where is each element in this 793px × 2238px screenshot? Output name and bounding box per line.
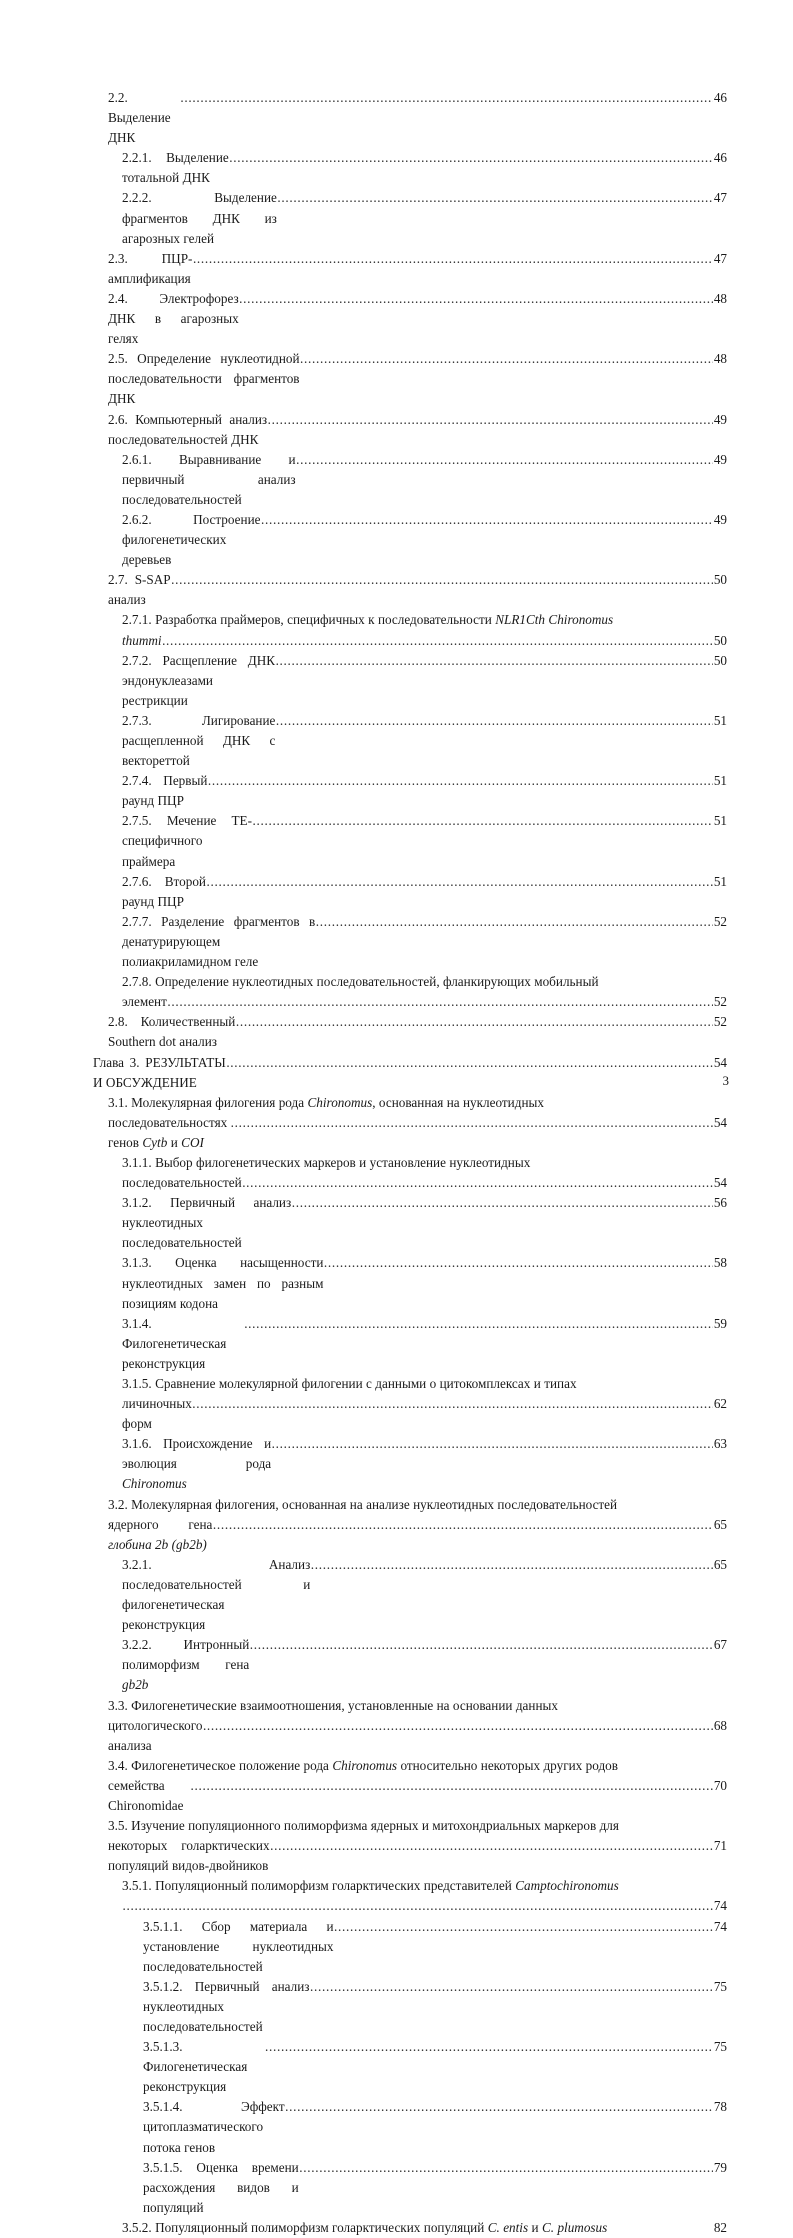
italic-term: Cytb: [142, 1134, 168, 1150]
toc-entry-title: 3.5.1.4. Эффект цитоплазматического потока генов: [143, 2099, 288, 2155]
toc-entry-title: 3.5.1.2. Первичный анализ нуклеотидных последовательностей: [143, 1978, 313, 2034]
toc-entry-title: 2.7. S-SAP анализ: [108, 572, 175, 608]
toc-entry[interactable]: [93, 1374, 727, 1434]
toc-entry[interactable]: [93, 1635, 727, 1695]
toc-entry[interactable]: [93, 972, 727, 1012]
dot-leader: [261, 510, 713, 530]
toc-entry-row: [143, 1977, 727, 2037]
toc-page-number: 54: [713, 1114, 727, 1130]
toc-entry-title: [122, 1173, 242, 1193]
toc-entry-row: [122, 1314, 727, 1374]
toc-page-number: 65: [713, 1556, 727, 1572]
toc-page-number: 79: [713, 2159, 727, 2175]
entry-text-run: 3.2. Молекулярная филогения, основанная на анализе нуклеотидных последовательностей: [108, 1496, 618, 1512]
toc-entry[interactable]: [93, 289, 727, 349]
toc-entry-line: [108, 1093, 727, 1113]
dot-leader: [316, 912, 714, 932]
dot-leader: [203, 1716, 713, 1736]
toc-page-number: 49: [713, 451, 727, 467]
entry-text-run: семейства Chironomidae: [108, 1777, 184, 1813]
dot-leader: [206, 872, 713, 892]
entry-text-run: 3.1. Молекулярная филогения рода: [108, 1094, 308, 1110]
toc-page-number: 51: [713, 873, 727, 889]
toc-entry[interactable]: [93, 2218, 727, 2238]
toc-entry-row: [108, 1716, 727, 1756]
entry-text-run: 3.3. Филогенетические взаимоотношения, установленные на основании данных: [108, 1697, 558, 1713]
toc-entry[interactable]: [93, 148, 727, 188]
entry-text-run: , основанная на нуклеотидных: [372, 1094, 544, 1110]
dot-leader: [239, 289, 713, 309]
toc-entry-row: [122, 1896, 727, 1916]
toc-entry[interactable]: [93, 1053, 727, 1093]
toc-entry-title: 2.7.3. Лигирование расщепленной ДНК с вектореттой: [122, 712, 279, 769]
toc-entry-title: 3.5.1.1. Сбор материала и установление нуклеотидных последовательностей: [143, 1918, 337, 1974]
toc-entry-row: [143, 1917, 727, 1977]
entry-text-run: 3.4. Филогенетическое положение рода: [108, 1757, 333, 1773]
toc-entry-line: [108, 1756, 727, 1776]
toc-entry-title: 2.6.1. Выравнивание и первичный анализ последовательностей: [122, 451, 300, 507]
toc-entry-row: [122, 2218, 727, 2238]
toc-entry-title: 2.6.2. Построение филогенетических деревьев: [122, 511, 264, 568]
toc-entry-title: [108, 1515, 216, 1555]
italic-term: COI: [181, 1134, 204, 1150]
toc-entry-title: 2.7.5. Мечение ТЕ-специфичного праймера: [122, 813, 252, 869]
dot-leader: [310, 1977, 713, 1997]
entry-text-run: и: [167, 1134, 182, 1150]
toc-entry-row: [108, 410, 727, 450]
dot-leader: [250, 1635, 714, 1655]
toc-entry-title: 2.6. Компьютерный анализ последовательностей ДНК: [108, 411, 271, 447]
toc-entry-row: [122, 631, 727, 651]
toc-page-number: 51: [713, 773, 727, 789]
toc-entry[interactable]: [93, 2097, 727, 2157]
toc-page-number: 50: [713, 632, 727, 648]
toc-entry-row: [143, 2037, 727, 2097]
dot-leader: [299, 2158, 713, 2178]
toc-entry-title: 3.1.3. Оценка насыщенности нуклеотидных замен по разным позициям кодона: [122, 1255, 327, 1311]
toc-entry-line: [122, 610, 727, 630]
toc-entry[interactable]: [93, 510, 727, 570]
toc-entry[interactable]: [93, 811, 727, 871]
toc-page-number: 63: [713, 1436, 727, 1452]
toc-entry-title: 2.3. ПЦР-амплификация: [108, 250, 195, 286]
toc-entry-row: [122, 1635, 727, 1695]
toc-entry-line: [122, 972, 727, 992]
toc-page-number: 58: [713, 1255, 727, 1271]
toc-entry[interactable]: [93, 912, 727, 972]
toc-entry-row: [122, 1555, 727, 1635]
toc-entry-line: [122, 1374, 727, 1394]
italic-term: Chironomus: [122, 1476, 187, 1492]
toc-entry[interactable]: [93, 188, 727, 248]
toc-entry[interactable]: [93, 1917, 727, 1977]
toc-entry-row: [122, 1434, 727, 1494]
toc-entry-row: [122, 912, 727, 972]
toc-entry[interactable]: [93, 771, 727, 811]
dot-leader: [324, 1253, 713, 1273]
toc-entry-title: [122, 1394, 196, 1434]
toc-entry-title: 3.1.4. Филогенетическая реконструкция: [122, 1315, 230, 1371]
toc-entry-title: 3.1.2. Первичный анализ нуклеотидных последовательностей: [122, 1195, 295, 1251]
entry-text-run: последовательностях генов: [108, 1114, 231, 1150]
toc-entry-row: [122, 188, 727, 248]
italic-term: NLR1Cth Chironomus: [495, 612, 614, 628]
toc-entry-title: 3.2.1. Анализ последовательностей и филогенетическая реконструкция: [122, 1556, 314, 1633]
entry-text-run: 2.7.1. Разработка праймеров, специфичных к последовательности: [122, 612, 496, 628]
toc-entry-title: [108, 1836, 273, 1876]
dot-leader: [244, 1314, 713, 1334]
entry-text-run: 3.5. Изучение популяционного полиморфизма ядерных и митохондриальных маркеров для: [108, 1818, 619, 1834]
toc-entry-row: [108, 1515, 727, 1555]
toc-page-number: 51: [713, 813, 727, 829]
dot-leader: [334, 1917, 713, 1937]
toc-page-number: 68: [713, 1717, 727, 1733]
page-number: 3: [722, 1073, 729, 1088]
toc-entry-row: [108, 1836, 727, 1876]
toc-entry[interactable]: [93, 1253, 727, 1313]
entry-text-run: последовательностей: [122, 1175, 242, 1191]
toc-entry-row: [108, 1113, 727, 1153]
entry-text-run: и: [528, 2219, 542, 2235]
entry-text-run: 2.7.8. Определение нуклеотидных последовательностей, фланкирующих мобильный: [122, 974, 599, 990]
toc-entry-row: [122, 510, 727, 570]
toc-page-number: 71: [713, 1838, 727, 1854]
toc-entry[interactable]: [93, 610, 727, 650]
dot-leader: [171, 570, 713, 590]
toc-entry-row: [143, 2158, 727, 2218]
dot-leader: [226, 1053, 713, 1073]
entry-text-run: личиночных форм: [122, 1396, 196, 1432]
dot-leader: [268, 410, 714, 430]
dot-leader: [236, 1012, 713, 1032]
toc-page-number: 65: [713, 1516, 727, 1532]
toc-page-number: 54: [713, 1054, 727, 1070]
dot-leader: [270, 1836, 713, 1856]
toc-page-number: 59: [713, 1315, 727, 1331]
toc-entry-row: [122, 1394, 727, 1434]
toc-entry[interactable]: [93, 450, 727, 510]
toc-page-number: 46: [713, 90, 727, 105]
toc-entry-title: 2.2.1. Выделение тотальной ДНК: [122, 150, 233, 186]
toc-page-number: 49: [713, 411, 727, 427]
toc-entry-row: [122, 148, 727, 188]
toc-entry-title: [122, 631, 162, 651]
toc-entry-row: [108, 289, 727, 349]
toc-entry-title: [122, 1434, 275, 1494]
toc-page-number: 70: [713, 1777, 727, 1793]
toc-entry[interactable]: [93, 88, 727, 148]
toc-entry-row: [122, 811, 727, 871]
dot-leader: [311, 1555, 714, 1575]
toc-page-number: 50: [713, 652, 727, 668]
toc-entry-title: Глава 3. РЕЗУЛЬТАТЫ И ОБСУЖДЕНИЕ: [93, 1054, 230, 1090]
toc-entry-line: [122, 1876, 727, 1896]
dot-leader: [180, 88, 713, 108]
toc-page-number: 47: [713, 250, 727, 266]
table-of-contents: [93, 88, 727, 2238]
dot-leader: [277, 188, 713, 208]
toc-entry[interactable]: [93, 2158, 727, 2218]
toc-entry-row: [93, 1053, 727, 1093]
toc-page-number: 62: [713, 1396, 727, 1412]
dot-leader: [193, 249, 713, 269]
toc-entry-row: [122, 1193, 727, 1253]
toc-entry-row: [108, 1012, 727, 1052]
toc-page-number: 48: [713, 290, 727, 306]
toc-entry[interactable]: [93, 1434, 727, 1494]
toc-entry-title: 2.2.2. Выделение фрагментов ДНК из агарозных гелей: [122, 190, 281, 246]
toc-entry[interactable]: [93, 1012, 727, 1052]
toc-entry-title: 2.5. Определение нуклеотидной последовательности фрагментов ДНК: [108, 351, 303, 407]
toc-entry-row: [122, 711, 727, 771]
toc-entry-row: [122, 872, 727, 912]
italic-term: Chironomus: [332, 1757, 398, 1773]
toc-page-number: 52: [713, 994, 727, 1010]
dot-leader: [276, 651, 714, 671]
toc-entry-row: [108, 349, 727, 409]
toc-entry-title: [108, 1776, 190, 1816]
entry-text-run: [187, 1476, 190, 1491]
dot-leader: [272, 1434, 714, 1454]
toc-entry[interactable]: [93, 570, 727, 610]
toc-page-number: 74: [713, 1918, 727, 1934]
toc-page-number: 75: [713, 2039, 727, 2055]
toc-entry-title: 2.7.6. Второй раунд ПЦР: [122, 873, 210, 909]
entry-text-run: ядерного гена: [108, 1516, 216, 1532]
entry-text-run: элемент: [122, 994, 171, 1010]
toc-entry[interactable]: [93, 1756, 727, 1816]
toc-entry-row: [122, 771, 727, 811]
toc-entry-title: [108, 1113, 230, 1153]
toc-entry[interactable]: [93, 1816, 727, 1876]
toc-page-number: 51: [713, 712, 727, 728]
dot-leader: [300, 349, 713, 369]
dot-leader: [296, 450, 713, 470]
dot-leader: [213, 1515, 713, 1535]
toc-entry-row: [122, 450, 727, 510]
toc-entry-line: [108, 1816, 727, 1836]
toc-entry-title: [122, 2218, 711, 2238]
entry-text-run: некоторых голарктических популяций видов-двойников: [108, 1838, 273, 1874]
toc-entry[interactable]: [93, 1696, 727, 1756]
toc-entry-row: [122, 1173, 727, 1193]
entry-text-run: относительно некоторых других родов: [397, 1757, 618, 1773]
toc-page-number: 82: [713, 2219, 727, 2235]
toc-entry[interactable]: [93, 1093, 727, 1153]
entry-text-run: 3.5.1. Популяционный полиморфизм голарктических представителей: [122, 1878, 516, 1894]
italic-term: thummi: [122, 632, 162, 648]
toc-page-number: 52: [713, 1014, 727, 1030]
entry-text-run: 3.1.5. Сравнение молекулярной филогении с данными о цитокомплексах и типах: [122, 1376, 577, 1391]
toc-page-number: 78: [713, 2099, 727, 2115]
italic-term: gb2b: [122, 1677, 149, 1693]
dot-leader: [253, 811, 714, 831]
toc-entry-row: [122, 1253, 727, 1313]
dot-leader: [229, 148, 713, 168]
toc-entry-line: [122, 1153, 727, 1173]
toc-page-number: 67: [713, 1637, 727, 1653]
toc-page-number: 52: [713, 913, 727, 929]
toc-entry[interactable]: [93, 711, 727, 771]
toc-entry[interactable]: [93, 651, 727, 711]
toc-entry-row: [108, 570, 727, 610]
dot-leader: [242, 1173, 713, 1193]
dot-leader: [192, 1394, 713, 1414]
toc-entry[interactable]: [93, 1977, 727, 2037]
toc-entry[interactable]: [93, 349, 727, 409]
toc-entry-title: 2.4. Электрофорез ДНК в агарозных гелях: [108, 290, 243, 347]
toc-entry-row: [108, 1776, 727, 1816]
dot-leader: [208, 771, 713, 791]
toc-page-number: 74: [713, 1898, 727, 1914]
toc-page-number: 46: [713, 150, 727, 166]
toc-entry-line: [108, 1696, 727, 1716]
toc-entry-row: [122, 651, 727, 711]
toc-entry-title: 3.5.1.3. Филогенетическая реконструкция: [143, 2039, 251, 2095]
toc-entry-line: [108, 1495, 727, 1515]
toc-entry-title: 2.7.2. Расщепление ДНК эндонуклеазами рестрикции: [122, 652, 279, 708]
toc-entry[interactable]: [93, 249, 727, 289]
toc-entry-row: [108, 249, 727, 289]
dot-leader: [292, 1193, 714, 1213]
dot-leader: [191, 1776, 714, 1796]
toc-entry-row: [122, 992, 727, 1012]
toc-entry[interactable]: [93, 2037, 727, 2097]
entry-text-run: 3.5.2. Популяционный полиморфизм голарктических популяций: [122, 2219, 488, 2235]
dot-leader: [285, 2097, 713, 2117]
toc-entry-title: 2.2. Выделение ДНК: [108, 90, 175, 146]
toc-entry-title: 2.7.7. Разделение фрагментов в денатурирующем полиакриламидном геле: [122, 913, 319, 970]
italic-term: C. entis: [487, 2219, 529, 2235]
toc-entry-row: [108, 88, 727, 148]
toc-entry-title: 2.8. Количественный Southern dot анализ: [108, 1014, 239, 1050]
toc-entry[interactable]: [93, 1555, 727, 1635]
dot-leader: [123, 1896, 714, 1916]
entry-text-run: 3.1.1. Выбор филогенетических маркеров и установление нуклеотидных: [122, 1154, 531, 1170]
toc-entry-row: [143, 2097, 727, 2157]
toc-page-number: 56: [713, 1195, 727, 1211]
toc-entry-title: [122, 992, 171, 1012]
toc-entry-title: [122, 1635, 253, 1695]
toc-entry[interactable]: [93, 1193, 727, 1253]
toc-entry[interactable]: [93, 1314, 727, 1374]
dot-leader: [167, 992, 713, 1012]
toc-page-number: 50: [713, 572, 727, 588]
italic-term: глобина 2b (gb2b): [108, 1536, 207, 1552]
dot-leader: [162, 631, 713, 651]
toc-entry-title: 2.7.4. Первый раунд ПЦР: [122, 773, 211, 809]
dot-leader: [265, 2037, 713, 2057]
dot-leader: [231, 1113, 714, 1133]
entry-text-run: 3.1.6. Происхождение и эволюция рода: [122, 1436, 275, 1472]
dot-leader: [276, 711, 713, 731]
entry-text-run: цитологического анализа: [108, 1717, 206, 1753]
toc-page-number: 54: [713, 1175, 727, 1191]
toc-entry-title: [108, 1716, 206, 1756]
toc-page-number: 48: [713, 351, 727, 367]
toc-entry-title: 3.5.1.5. Оценка времени расхождения видов и популяций: [143, 2159, 303, 2215]
italic-term: Camptochironomus: [515, 1878, 619, 1894]
italic-term: C. plumosus: [541, 2219, 608, 2235]
toc-entry[interactable]: [93, 872, 727, 912]
toc-entry[interactable]: [93, 1876, 727, 1916]
toc-page-number: 47: [713, 190, 727, 206]
toc-page-number: 49: [713, 511, 727, 527]
toc-page-number: 75: [713, 1978, 727, 1994]
toc-entry[interactable]: [93, 1153, 727, 1193]
toc-entry[interactable]: [93, 1495, 727, 1555]
italic-term: Chironomus: [307, 1094, 373, 1110]
entry-text-run: 3.2.2. Интронный полиморфизм гена: [122, 1637, 253, 1673]
toc-entry[interactable]: [93, 410, 727, 450]
